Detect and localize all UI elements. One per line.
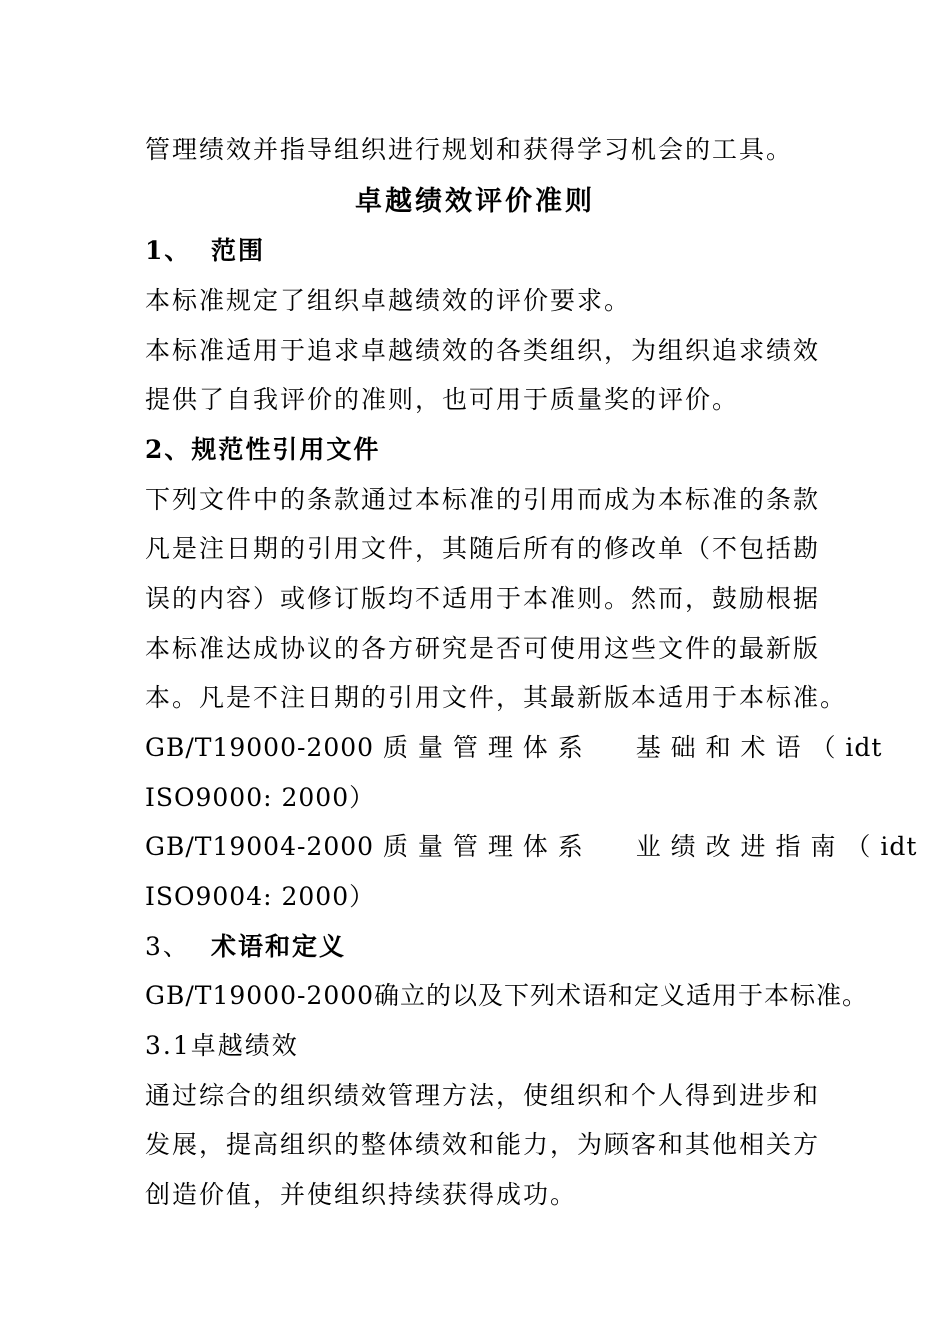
section-1-heading: [145, 233, 805, 269]
section-2-paragraph-line-1: 下列文件中的条款通过本标准的引用而成为本标准的条款: [145, 485, 821, 514]
reference-1-line-1: GB/T19000-2000 质 量 管 理 体 系 基 础 和 术 语 （ idt: [145, 733, 883, 762]
section-3-title: 术语和定义: [211, 932, 347, 961]
reference-2-line-1: GB/T19004-2000 质 量 管 理 体 系 业 绩 改 进 指 南 （ idt: [145, 832, 918, 861]
section-1-paragraph-1: 本标准规定了组织卓越绩效的评价要求。: [145, 286, 632, 315]
section-2-heading: 2、规范性引用文件: [145, 435, 381, 464]
reference-2-line-2: ISO9004: 2000）: [145, 882, 376, 911]
page-title: 卓越绩效评价准则: [355, 186, 595, 217]
section-3-heading: [145, 929, 805, 965]
definition-line-1: 通过综合的组织绩效管理方法，使组织和个人得到进步和: [145, 1081, 821, 1110]
section-2-paragraph-line-5: 本。凡是不注日期的引用文件，其最新版本适用于本标准。: [145, 683, 848, 712]
section-1-paragraph-2-line-1: 本标准适用于追求卓越绩效的各类组织，为组织追求绩效: [145, 336, 821, 365]
section-2-paragraph-line-4: 本标准达成协议的各方研究是否可使用这些文件的最新版: [145, 634, 821, 663]
definition-line-2: 发展，提高组织的整体绩效和能力，为顾客和其他相关方: [145, 1130, 821, 1159]
definition-line-3: 创造价值，并使组织持续获得成功。: [145, 1180, 578, 1209]
section-1-paragraph-2-line-2: 提供了自我评价的准则，也可用于质量奖的评价。: [145, 385, 740, 414]
reference-1-line-2: ISO9000: 2000）: [145, 783, 376, 812]
section-3-paragraph: GB/T19000-2000确立的以及下列术语和定义适用于本标准。: [145, 981, 869, 1010]
intro-tail-text: 管理绩效并指导组织进行规划和获得学习机会的工具。: [145, 135, 794, 164]
subsection-3-1-heading: 3.1卓越绩效: [145, 1031, 299, 1060]
section-2-paragraph-line-2: 凡是注日期的引用文件，其随后所有的修改单（不包括勘: [145, 534, 821, 563]
section-2-paragraph-line-3: 误的内容）或修订版均不适用于本准则。然而，鼓励根据: [145, 584, 821, 613]
section-3-number: 3、: [145, 932, 190, 961]
section-1-title: 范围: [211, 236, 266, 265]
section-1-number: 1、: [145, 236, 192, 265]
